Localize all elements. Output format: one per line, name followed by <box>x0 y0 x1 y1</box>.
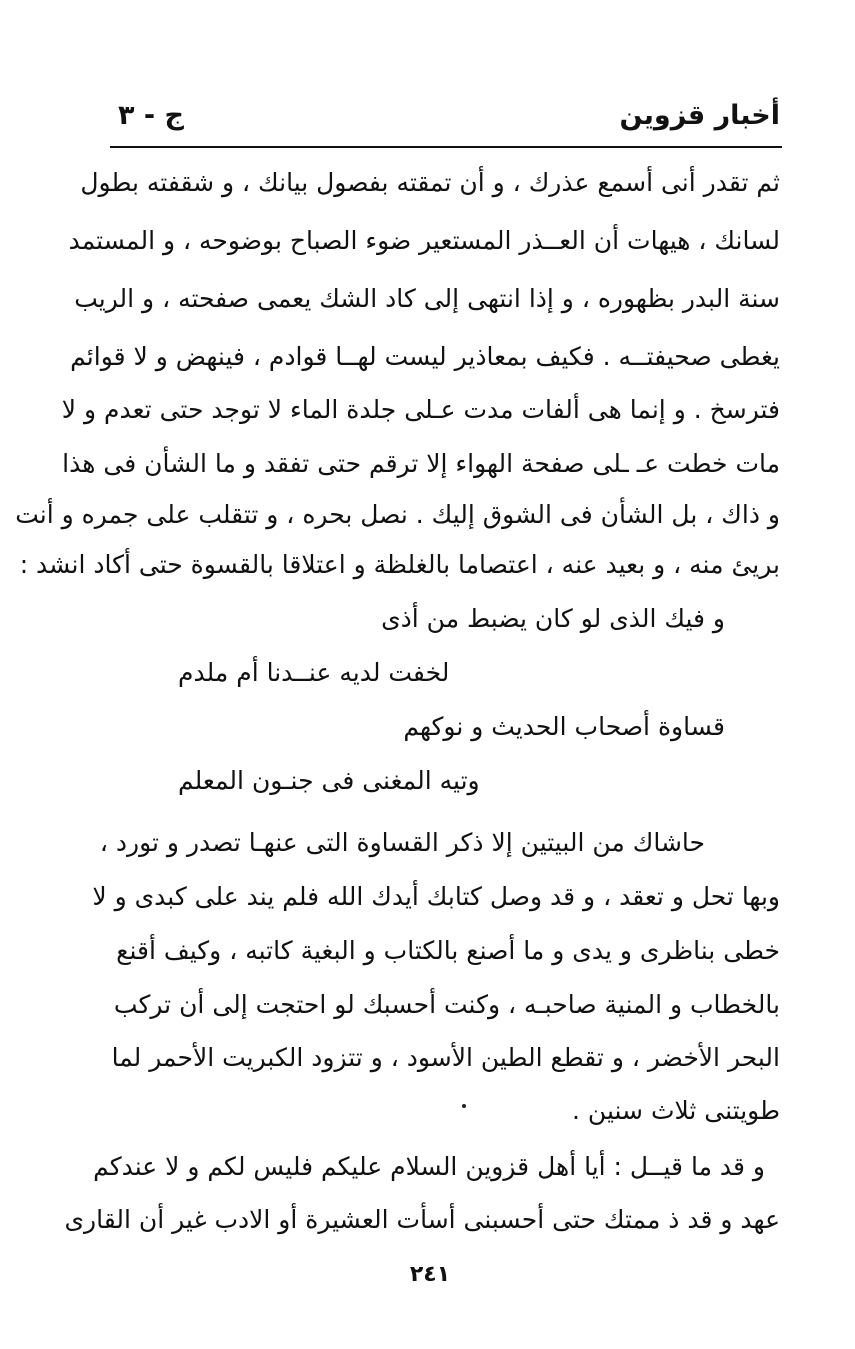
text-line: و قد ما قيــل : أيا أهل قزوين السلام عليكم فليس لكم و لا عندكم <box>93 1152 765 1181</box>
text-line: عهد و قد ذ ممتك حتى أحسبنى أسأت العشيرة أو الادب غير أن القارى <box>64 1205 780 1234</box>
text-line: وبها تحل و تعقد ، و قد وصل كتابك أيدك الله فلم يند على كبدى و لا <box>92 882 780 911</box>
text-line: و ذاك ، بل الشأن فى الشوق إليك . نصل بحره ، و تتقلب على جمره و أنت <box>15 500 780 529</box>
text-line: فترسخ . و إنما هى ألفات مدت عـلى جلدة الماء لا توجد حتى تعدم و لا <box>61 395 780 424</box>
text-line: طويتنى ثلاث سنين . <box>572 1096 780 1125</box>
verse-line: لخفت لديه عنــدنا أم ملدم <box>178 658 450 687</box>
header-rule <box>110 146 782 148</box>
page-number: ٢٤١ <box>409 1262 451 1287</box>
text-line: ثم تقدر أنى أسمع عذرك ، و أن تمقته بفصول بيانك ، و شقفته بطول <box>80 168 780 197</box>
text-line: لسانك ، هيهات أن العــذر المستعير ضوء الصباح بوضوحه ، و المستمد <box>68 226 780 255</box>
text-line: بريئ منه ، و بعيد عنه ، اعتصاما بالغلظة و اعتلاقا بالقسوة حتى أكاد انشد : <box>19 550 780 579</box>
text-line: سنة البدر بظهوره ، و إذا انتهى إلى كاد الشك يعمى صفحته ، و الريب <box>74 284 780 313</box>
volume-label: ج - ٣ <box>118 100 184 131</box>
verse-line: وتيه المغنى فى جنـون المعلم <box>178 766 480 795</box>
text-line: خطى بناظرى و يدى و ما أصنع بالكتاب و البغية كاتبه ، وكيف أقنع <box>116 936 780 965</box>
verse-line: قساوة أصحاب الحديث و نوكهم <box>403 712 725 741</box>
text-line: البحر الأخضر ، و تقطع الطين الأسود ، و تتزود الكبريت الأحمر لما <box>111 1043 780 1072</box>
text-line: مات خطت عـ ـلى صفحة الهواء إلا ترقم حتى تفقد و ما الشأن فى هذا <box>62 449 780 478</box>
running-title: أخبار قزوين <box>619 100 780 131</box>
verse-line: و فيك الذى لو كان يضبط من أذى <box>381 604 725 633</box>
text-line: حاشاك من البيتين إلا ذكر القساوة التى عنهـا تصدر و تورد ، <box>99 828 705 857</box>
text-line: بالخطاب و المنية صاحبـه ، وكنت أحسبك لو احتجت إلى أن تركب <box>113 990 780 1019</box>
text-line: يغطى صحيفتــه . فكيف بمعاذير ليست لهــا قوادم ، فينهض و لا قوائم <box>70 342 780 371</box>
ink-speck <box>462 1104 466 1108</box>
